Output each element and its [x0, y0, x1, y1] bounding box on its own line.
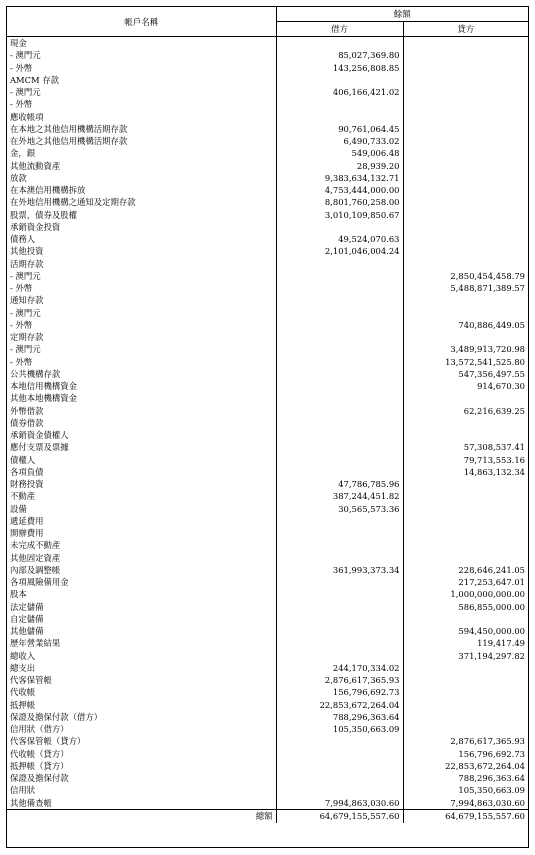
account-row	[7, 62, 528, 74]
credit-cell	[403, 686, 528, 698]
debit-cell: 3,010,109,850.67	[276, 209, 403, 221]
account-row	[7, 111, 528, 123]
credit-cell: 2,876,617,365.93	[403, 735, 528, 747]
account-row	[7, 258, 528, 270]
debit-cell	[276, 637, 403, 649]
credit-cell: 105,350,663.09	[403, 784, 528, 796]
credit-cell	[403, 417, 528, 429]
account-row	[7, 527, 528, 539]
credit-cell	[403, 699, 528, 711]
debit-cell	[276, 625, 403, 637]
credit-cell: 7,994,863,030.60	[403, 797, 528, 810]
debit-cell	[276, 405, 403, 417]
debit-cell	[276, 356, 403, 368]
debit-cell: 6,490,733.02	[276, 135, 403, 147]
debit-cell	[276, 417, 403, 429]
account-row	[7, 405, 528, 417]
credit-cell: 119,417.49	[403, 637, 528, 649]
account-name-cell: 外幣借款	[10, 405, 44, 416]
debit-cell: 2,101,046,004.24	[276, 245, 403, 257]
credit-cell: 5,488,871,389.57	[403, 282, 528, 294]
debit-cell: 406,166,421.02	[276, 86, 403, 98]
account-name-cell: 現金	[10, 38, 27, 48]
debit-cell	[276, 307, 403, 319]
account-name-cell: 各項風險備用金	[10, 577, 69, 587]
account-name-cell: - 外幣	[10, 319, 33, 330]
credit-cell	[403, 392, 528, 404]
credit-cell	[403, 209, 528, 221]
credit-cell	[403, 135, 528, 147]
account-name-cell: 抵押帳	[10, 699, 36, 710]
account-row	[7, 319, 528, 331]
credit-cell	[403, 429, 528, 441]
account-name-cell: 債權人	[10, 454, 36, 465]
credit-cell	[403, 478, 528, 490]
account-name-cell: 其他流動資產	[10, 160, 61, 171]
account-row	[7, 539, 528, 551]
account-row	[7, 282, 528, 294]
debit-cell	[276, 552, 403, 564]
debit-cell: 28,939.20	[276, 160, 403, 172]
credit-cell	[403, 711, 528, 723]
debit-cell	[276, 527, 403, 539]
debit-cell	[276, 650, 403, 662]
debit-cell: 387,244,451.82	[276, 490, 403, 502]
account-name-cell: 在本澳信用機構拆放	[10, 185, 86, 195]
account-name-cell: 其他備查帳	[10, 797, 52, 808]
account-name-cell: - 澳門元	[10, 87, 41, 97]
account-row	[7, 196, 528, 208]
account-row	[7, 160, 528, 172]
debit-cell: 549,006.48	[276, 147, 403, 159]
debit-cell	[276, 392, 403, 404]
account-name-cell: 股票，債券及股權	[10, 209, 77, 220]
credit-cell: 3,489,913,720.98	[403, 343, 528, 355]
credit-cell	[403, 62, 528, 74]
account-row	[7, 221, 528, 233]
account-name-cell: 在本地之其他信用機構活期存款	[10, 123, 128, 134]
debit-cell	[276, 37, 403, 50]
debit-cell	[276, 343, 403, 355]
account-name-cell: 保證及擔保付款（借方）	[10, 711, 103, 722]
account-name-cell: 內部及調整帳	[10, 564, 61, 575]
debit-cell	[276, 429, 403, 441]
credit-cell	[403, 723, 528, 735]
balance-header: 餘額	[276, 7, 528, 22]
account-row	[7, 454, 528, 466]
account-row	[7, 392, 528, 404]
account-row	[7, 797, 528, 810]
account-name-cell: 其他固定資產	[10, 552, 61, 563]
debit-cell	[276, 613, 403, 625]
debit-cell	[276, 258, 403, 270]
credit-header: 貸方	[403, 22, 528, 37]
account-row	[7, 86, 528, 98]
account-row	[7, 674, 528, 686]
account-name-cell: 公共機構存款	[10, 368, 61, 379]
debit-cell: 244,170,334.02	[276, 662, 403, 674]
debit-cell	[276, 368, 403, 380]
account-name-cell: AMCM 存款	[10, 74, 60, 85]
debit-cell: 143,256,808.85	[276, 62, 403, 74]
account-name-cell: - 外幣	[10, 62, 33, 73]
credit-cell	[403, 221, 528, 233]
account-row	[7, 233, 528, 245]
credit-cell	[403, 233, 528, 245]
debit-cell: 7,994,863,030.60	[276, 797, 403, 810]
debit-cell: 9,383,634,132.71	[276, 172, 403, 184]
debit-cell	[276, 74, 403, 86]
account-name-cell: 其他儲備	[10, 626, 44, 636]
credit-cell: 79,713,553.16	[403, 454, 528, 466]
debit-cell	[276, 588, 403, 600]
account-name-cell: 開辦費用	[10, 528, 44, 538]
account-row	[7, 650, 528, 662]
account-name-cell: 財務投資	[10, 479, 44, 489]
account-name-cell: - 澳門元	[10, 307, 41, 318]
account-row	[7, 613, 528, 625]
account-row	[7, 515, 528, 527]
account-row	[7, 147, 528, 159]
account-name-cell: - 澳門元	[10, 270, 41, 281]
account-name-cell: - 外幣	[10, 356, 33, 367]
credit-cell	[403, 123, 528, 135]
credit-cell: 57,308,537.41	[403, 441, 528, 453]
debit-cell	[276, 111, 403, 123]
credit-cell	[403, 147, 528, 159]
account-row	[7, 331, 528, 343]
account-row	[7, 245, 528, 257]
account-row	[7, 699, 528, 711]
account-row	[7, 784, 528, 796]
credit-cell: 547,356,497.55	[403, 368, 528, 380]
credit-cell	[403, 294, 528, 306]
credit-cell: 228,646,241.05	[403, 564, 528, 576]
debit-cell	[276, 294, 403, 306]
account-row	[7, 662, 528, 674]
credit-cell: 594,450,000.00	[403, 625, 528, 637]
debit-header: 借方	[276, 22, 403, 37]
credit-cell: 914,670.30	[403, 380, 528, 392]
account-row	[7, 417, 528, 429]
debit-cell	[276, 282, 403, 294]
account-row	[7, 441, 528, 453]
credit-cell	[403, 172, 528, 184]
credit-cell	[403, 539, 528, 551]
account-row	[7, 564, 528, 576]
credit-cell: 22,853,672,264.04	[403, 760, 528, 772]
credit-cell	[403, 662, 528, 674]
account-row	[7, 601, 528, 613]
debit-cell	[276, 784, 403, 796]
account-name-cell: 承銷資金債權人	[10, 430, 69, 440]
total-debit: 64,679,155,557.60	[276, 809, 403, 823]
account-row	[7, 735, 528, 747]
total-row	[7, 809, 528, 823]
credit-cell	[403, 527, 528, 539]
debit-cell: 788,296,363.64	[276, 711, 403, 723]
account-name-cell: 不動產	[10, 491, 36, 502]
debit-cell	[276, 380, 403, 392]
account-row	[7, 576, 528, 588]
account-name-cell: 代收帳	[10, 687, 36, 698]
debit-cell	[276, 601, 403, 613]
credit-cell	[403, 37, 528, 50]
account-row	[7, 74, 528, 86]
account-row	[7, 356, 528, 368]
account-row	[7, 307, 528, 319]
account-row	[7, 760, 528, 772]
credit-cell: 156,796,692.73	[403, 748, 528, 760]
debit-cell: 105,350,663.09	[276, 723, 403, 735]
account-row	[7, 49, 528, 61]
debit-cell: 8,801,760,258.00	[276, 196, 403, 208]
account-name-cell: 信用狀	[10, 785, 36, 796]
account-name-cell: 法定儲備	[10, 601, 44, 612]
account-name-cell: 債券借款	[10, 417, 44, 428]
debit-cell	[276, 515, 403, 527]
credit-cell	[403, 74, 528, 86]
credit-cell: 62,216,639.25	[403, 405, 528, 417]
debit-cell	[276, 760, 403, 772]
credit-cell	[403, 307, 528, 319]
account-row	[7, 588, 528, 600]
debit-cell	[276, 539, 403, 551]
debit-cell	[276, 221, 403, 233]
credit-cell	[403, 613, 528, 625]
debit-cell	[276, 735, 403, 747]
account-row	[7, 380, 528, 392]
account-row	[7, 184, 528, 196]
debit-cell	[276, 270, 403, 282]
account-name-cell: 在外地之其他信用機構活期存款	[10, 136, 128, 146]
account-name-cell: 債務人	[10, 234, 36, 244]
debit-cell	[276, 772, 403, 784]
credit-cell	[403, 86, 528, 98]
credit-cell: 14,863,132.34	[403, 466, 528, 478]
account-name-cell: 通知存款	[10, 295, 44, 306]
account-name-cell: 本地信用機構資金	[10, 381, 77, 391]
credit-cell: 788,296,363.64	[403, 772, 528, 784]
account-name-cell: - 澳門元	[10, 50, 41, 61]
account-name-cell: - 外幣	[10, 99, 33, 110]
credit-cell	[403, 98, 528, 110]
account-name-cell: - 澳門元	[10, 344, 41, 355]
account-row	[7, 686, 528, 698]
account-name-cell: 金，銀	[10, 148, 36, 159]
debit-cell: 156,796,692.73	[276, 686, 403, 698]
account-name-cell: 代客保管帳（貸方）	[10, 736, 86, 747]
credit-cell	[403, 111, 528, 123]
account-name-cell: 其他本地機構資金	[10, 393, 77, 404]
debit-cell	[276, 748, 403, 760]
trial-balance-table	[6, 6, 529, 848]
credit-cell	[403, 49, 528, 61]
credit-cell	[403, 331, 528, 343]
credit-cell	[403, 515, 528, 527]
debit-cell: 361,993,373.34	[276, 564, 403, 576]
account-name-cell: 活期存款	[10, 258, 44, 269]
account-row	[7, 37, 528, 50]
credit-cell: 586,855,000.00	[403, 601, 528, 613]
account-name-cell: 應收帳項	[10, 111, 44, 122]
account-row	[7, 711, 528, 723]
account-row	[7, 625, 528, 637]
credit-cell	[403, 503, 528, 515]
account-name-cell: 代客保管帳	[10, 675, 52, 685]
account-name-cell: 代收帳（貸方）	[10, 748, 69, 759]
account-row	[7, 503, 528, 515]
account-name-cell: 其他投資	[10, 246, 44, 257]
account-name-cell: 定期存款	[10, 332, 44, 342]
account-name-cell: 總收入	[10, 650, 36, 661]
total-credit: 64,679,155,557.60	[403, 809, 528, 823]
credit-cell	[403, 160, 528, 172]
debit-cell: 30,565,573.36	[276, 503, 403, 515]
debit-cell	[276, 466, 403, 478]
debit-cell: 85,027,369.80	[276, 49, 403, 61]
account-row	[7, 466, 528, 478]
account-row	[7, 135, 528, 147]
account-name-cell: 股本	[10, 589, 27, 600]
credit-cell	[403, 490, 528, 502]
account-name-cell: 歷年營業結果	[10, 638, 61, 649]
account-name-cell: 應付支票及票據	[10, 442, 69, 453]
credit-cell: 1,000,000,000.00	[403, 588, 528, 600]
account-name-cell: 在外地信用機構之通知及定期存款	[10, 197, 136, 208]
account-row	[7, 478, 528, 490]
account-row	[7, 98, 528, 110]
account-name-cell: 抵押帳（貸方）	[10, 760, 69, 771]
account-row	[7, 490, 528, 502]
account-name-cell: 未完成不動產	[10, 540, 61, 551]
credit-cell	[403, 245, 528, 257]
credit-cell: 2,850,454,458.79	[403, 270, 528, 282]
account-name-cell: 各項負債	[10, 466, 44, 477]
debit-cell	[276, 576, 403, 588]
debit-cell: 22,853,672,264.04	[276, 699, 403, 711]
account-row	[7, 772, 528, 784]
total-label: 總額	[7, 809, 276, 823]
debit-cell: 90,761,064.45	[276, 123, 403, 135]
credit-cell: 217,253,647.01	[403, 576, 528, 588]
debit-cell	[276, 98, 403, 110]
debit-cell: 47,786,785.96	[276, 478, 403, 490]
credit-cell: 740,886,449.05	[403, 319, 528, 331]
account-row	[7, 637, 528, 649]
account-name-header: 帳戶名稱	[7, 7, 276, 37]
account-row	[7, 270, 528, 282]
account-row	[7, 723, 528, 735]
account-row	[7, 294, 528, 306]
credit-cell	[403, 674, 528, 686]
account-name-cell: 總支出	[10, 662, 36, 673]
debit-cell: 49,524,070.63	[276, 233, 403, 245]
credit-cell: 13,572,541,525.80	[403, 356, 528, 368]
account-row	[7, 172, 528, 184]
account-row	[7, 368, 528, 380]
account-row	[7, 748, 528, 760]
account-name-cell: 信用狀（借方）	[10, 724, 69, 734]
account-name-cell: 遞延費用	[10, 515, 44, 526]
account-name-cell: 放款	[10, 172, 27, 183]
credit-cell	[403, 196, 528, 208]
account-name-cell: 承銷資金投資	[10, 221, 61, 232]
credit-cell: 371,194,297.82	[403, 650, 528, 662]
debit-cell	[276, 441, 403, 453]
account-row	[7, 343, 528, 355]
account-name-cell: 設備	[10, 503, 27, 514]
debit-cell	[276, 319, 403, 331]
account-name-cell: 自定儲備	[10, 613, 44, 624]
account-row	[7, 429, 528, 441]
account-row	[7, 552, 528, 564]
account-name-cell: 保證及擔保付款	[10, 773, 69, 783]
credit-cell	[403, 258, 528, 270]
debit-cell: 4,753,444,000.00	[276, 184, 403, 196]
debit-cell	[276, 454, 403, 466]
debit-cell	[276, 331, 403, 343]
account-row	[7, 123, 528, 135]
credit-cell	[403, 184, 528, 196]
debit-cell: 2,876,617,365.93	[276, 674, 403, 686]
credit-cell	[403, 552, 528, 564]
account-name-cell: - 外幣	[10, 283, 33, 293]
account-row	[7, 209, 528, 221]
